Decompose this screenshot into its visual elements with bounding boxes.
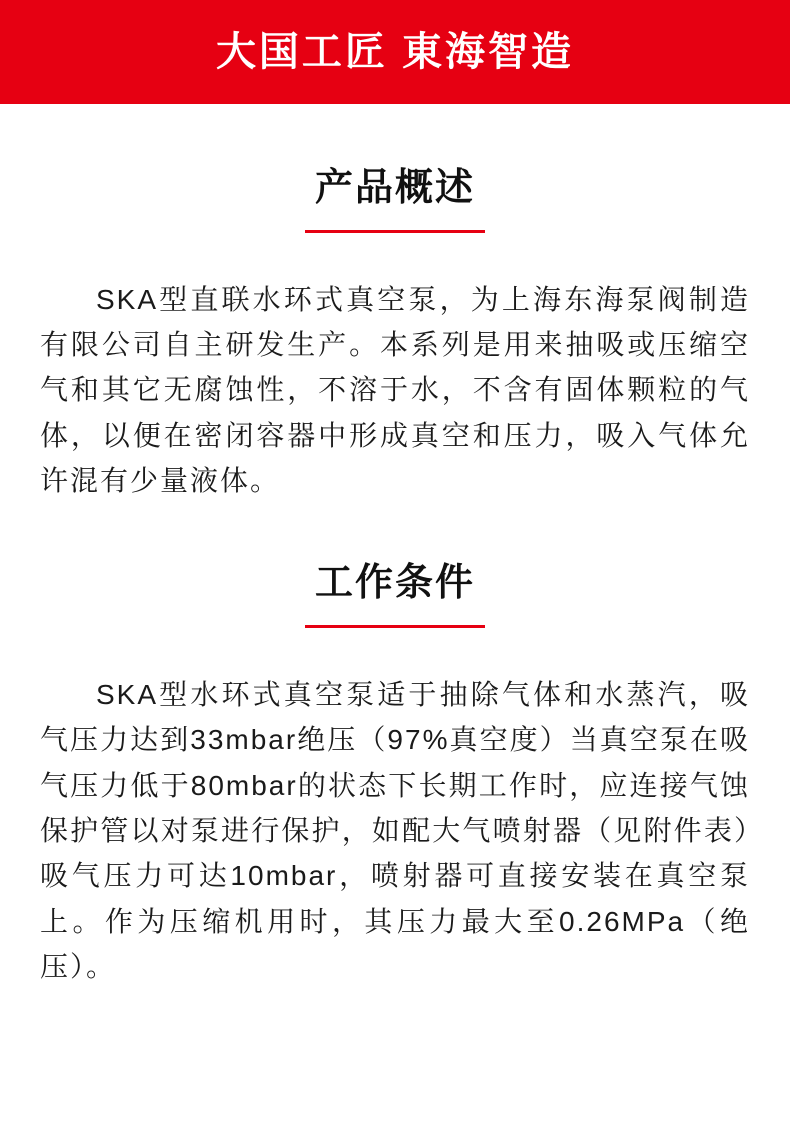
spacer-overview: [40, 233, 750, 277]
spacer-between-sections: [40, 503, 750, 561]
page-content: [0, 104, 790, 990]
section-paragraph-conditions: SKA型水环式真空泵适于抽除气体和水蒸汽，吸气压力达到33mbar绝压（97%真空度）当真空泵在吸气压力低于80mbar的状态下长期工作时，应连接气蚀保护管以对泵进行保护，如配大气喷射器（见附件表）吸气压力可达10mbar，喷射器可直接安装在真空泵上。作为压缩机用时，其压力最大至0.26MPa（绝压）。: [40, 678, 750, 983]
header-banner: [0, 0, 790, 104]
spacer-conditions: [40, 628, 750, 672]
section-title-overview: 产品概述: [314, 167, 475, 209]
section-title-conditions: 工作条件: [314, 562, 475, 605]
section-heading-wrap-conditions: [40, 561, 750, 628]
section-working-conditions: [40, 561, 750, 989]
spacer-top: [40, 104, 750, 166]
section-heading-wrap-overview: [40, 166, 750, 233]
section-paragraph-overview: SKA型直联水环式真空泵，为上海东海泵阀制造有限公司自主研发生产。本系列是用来抽吸或压缩空气和其它无腐蚀性，不溶于水，不含有固体颗粒的气体，以便在密闭容器中形成真空和压力，吸入气体允许混有少量液体。: [40, 283, 750, 497]
banner-title: 大国工匠 東海智造: [215, 30, 575, 74]
section-product-overview: [40, 166, 750, 503]
